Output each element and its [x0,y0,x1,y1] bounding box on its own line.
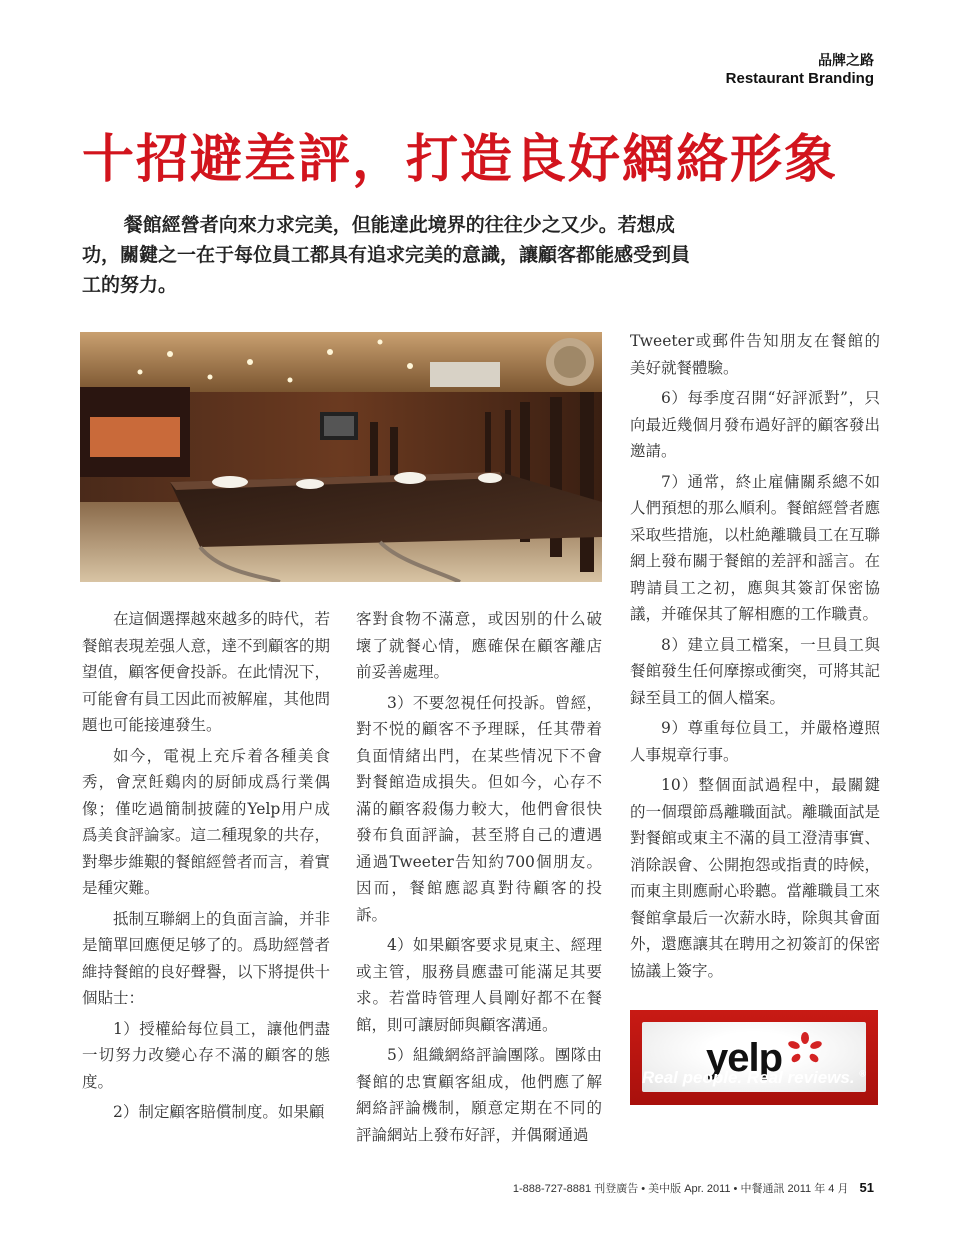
body-paragraph: 在這個選擇越來越多的時代，若餐館表現差强人意，達不到顧客的期望值，顧客便會投訴。在此情況下，可能會有員工因此而被解雇，其他問題也可能接連發生。 [82,610,331,734]
tip-1: 1）授權給每位員工，讓他們盡一切努力改變心存不滿的顧客的態度。 [82,1019,330,1091]
yelp-tagline-text: Real people. Real reviews. [642,1068,855,1087]
tip-9: 9）尊重每位員工，并嚴格遵照人事規章行事。 [630,719,880,764]
tip-2: 2）制定顧客賠償制度。如果顧 [113,1103,325,1121]
tip-7: 7）通常，終止雇傭關系總不如人們預想的那么順利。餐館經營者應采取些措施，以杜絶離職員工在互聯網上發布關于餐館的差評和謡言。在聘請員工之初，應與其簽訂保密協議，并確保其了解相應的工作職責。 [630,472,880,623]
article-lead [82,210,692,300]
yelp-burst-icon [788,1032,822,1066]
yelp-advertisement [630,1010,878,1105]
article-column-3 [630,328,880,988]
tip-6: 6）每季度召開“好評派對”，只向最近幾個月發布過好評的顧客發出邀請。 [630,389,880,460]
tip-10: 10）整個面試過程中，最關鍵的一個環節爲離職面試。離職面試是對餐館或東主不滿的員工澄清事實、消除誤會、公開抱怨或指責的時候，而東主則應耐心聆聽。當離職員工來餐館拿最后一次薪水時，除與其會面外，還應讓其在聘用之初簽訂的保密協議上簽字。 [630,776,880,980]
footer-text: 1-888-727-8881 刊登廣告 • 美中版 Apr. 2011 • 中餐通訊 2011 年 4 月 [512,1183,849,1195]
restaurant-interior-photo [80,332,602,582]
page-footer [513,1180,874,1196]
tip-4: 4）如果顧客要求見東主、經理或主管，服務員應盡可能滿足其要求。若當時管理人員剛好都不在餐館，則可讓厨師與顧客溝通。 [356,936,602,1034]
section-label-cn: 品牌之路 [818,53,874,69]
lead-paragraph: 餐館經營者向來力求完美，但能達此境界的往往少之又少。若想成功，關鍵之一在于每位員工都具有追求完美的意識，讓顧客都能感受到員工的努力。 [82,214,691,296]
tip-2-continued: 客對食物不滿意，或因别的什么破壞了就餐心情，應確保在顧客離店前妥善處理。 [356,610,602,681]
page-number: 51 [859,1180,874,1195]
tip-3: 3）不要忽視任何投訴。曾經，對不悦的顧客不予理睬，任其帶着負面情緒出門，在某些情况下不會對餐館造成損失。但如今，心存不滿的顧客殺傷力較大，他們會很快發布負面評論，甚至將自己的遭遇通過Tweeter告知約700個朋友。因而，餐館應認真對待顧客的投訴。 [356,693,602,924]
tip-8: 8）建立員工檔案，一旦員工與餐館發生任何摩擦或衝突，可將其記録至員工的個人檔案。 [630,635,880,707]
article-column-1 [82,606,330,1130]
body-paragraph: 如今，電視上充斥着各種美食秀，會烹飪鷄肉的厨師成爲行業偶像；僅吃過簡制披薩的Yelp用户成爲美食評論家。這二種現象的共存，對舉步維艱的餐館經營者而言，着實是種灾難。 [82,746,331,897]
restaurant-interior-illustration [80,332,602,582]
section-label-en: Restaurant Branding [725,70,874,87]
yelp-logo: yelp [706,1036,783,1080]
article-column-2 [356,606,602,1152]
yelp-tagline [630,1068,878,1088]
body-paragraph: 抵制互聯網上的負面言論，并非是簡單回應便足够了的。爲助經營者維持餐館的良好聲譽，以下將提供十個貼士： [82,909,331,1007]
tip-5-continued: Tweeter或郵件告知朋友在餐館的美好就餐體驗。 [630,332,880,377]
registered-mark: ® [859,1068,866,1079]
tip-5: 5）組織網絡評論團隊。團隊由餐館的忠實顧客組成，他們應了解網絡評論機制，願意定期在不同的評論網站上發布好評，并偶爾通過 [356,1046,602,1144]
article-headline: 十招避差評，打造良好網絡形象 [82,129,839,190]
